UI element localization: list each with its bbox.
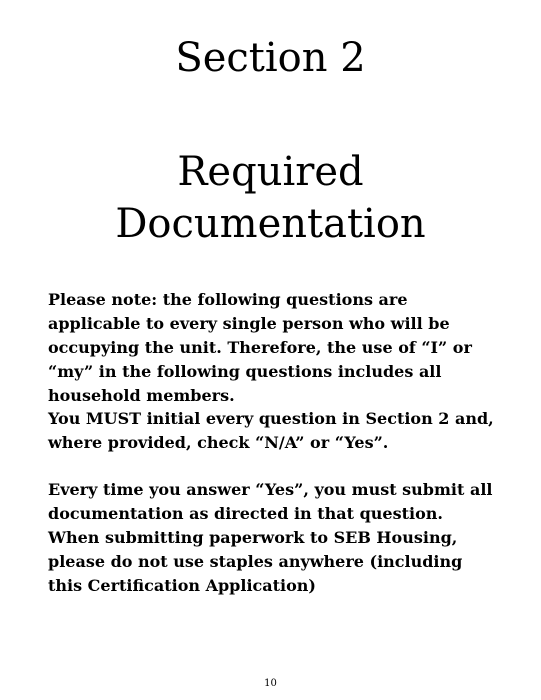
title-line-1: Required: [177, 149, 364, 195]
note-paragraph: Please note: the following questions are applicable to every single person who will be occupying the unit. Therefore, the use of “I” or “my” in the following questions includes all household members.: [48, 290, 472, 405]
documentation-instruction-paragraph: Every time you answer “Yes”, you must submit all documentation as directed in that question. When submitting paperwork to SEB Housing, please do not use staples anywhere (including this Certification Application): [48, 480, 493, 595]
section-heading: Section 2: [175, 35, 366, 81]
page-title: [0, 146, 541, 250]
initial-instruction-paragraph: You MUST initial every question in Section 2 and, where provided, check “N/A” or “Yes”.: [48, 409, 494, 452]
title-line-2: Documentation: [115, 201, 426, 247]
page-number: 10: [264, 678, 277, 689]
